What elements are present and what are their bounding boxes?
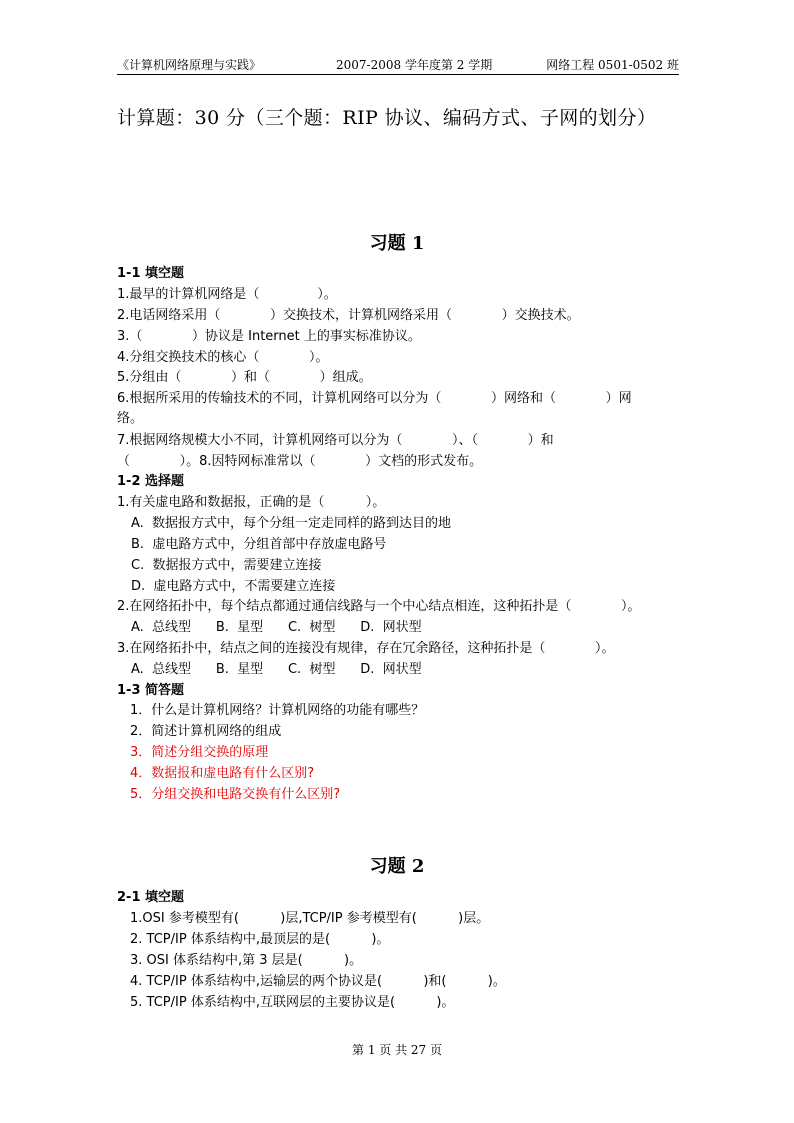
short-answer-item: 2．简述计算机网络的组成 — [130, 724, 282, 739]
choice-question: 3.在网络拓扑中，结点之间的连接没有规律，存在冗余路径，这种拓扑是（ ）。 — [117, 641, 615, 656]
section-1-1-heading: 1-1 填空题 — [117, 266, 185, 281]
choice-question: 1.有关虚电路和数据报，正确的是（ ）。 — [117, 495, 386, 510]
question-line: 1.最早的计算机网络是（ ）。 — [117, 287, 337, 302]
question-line: （ ）。8.因特网标准常以（ ）文档的形式发布。 — [117, 454, 483, 469]
question-line: 1.OSI 参考模型有( )层,TCP/IP 参考模型有( )层。 — [130, 911, 490, 926]
choice-option: B. 虚电路方式中，分组首部中存放虚电路号 — [131, 537, 387, 552]
choice-options-row: A. 总线型 B. 星型 C. 树型 D. 网状型 — [131, 620, 422, 635]
section-2-1-heading: 2-1 填空题 — [117, 890, 185, 905]
choice-options-row: A. 总线型 B. 星型 C. 树型 D. 网状型 — [131, 662, 422, 677]
chapter-2-title: 习题 2 — [369, 856, 425, 877]
short-answer-item-highlighted: 4．数据报和虚电路有什么区别? — [130, 766, 315, 781]
question-line: 络。 — [117, 411, 144, 426]
header-class: 网络工程 0501-0502 班 — [546, 58, 679, 72]
chapter-1-title: 习题 1 — [369, 233, 425, 254]
question-line: 3. OSI 体系结构中,第 3 层是( )。 — [130, 953, 363, 968]
question-line: 4. TCP/IP 体系结构中,运输层的两个协议是( )和( )。 — [130, 974, 506, 989]
choice-option: C. 数据报方式中，需要建立连接 — [131, 558, 322, 573]
header-course-title: 《计算机网络原理与实践》 — [117, 58, 262, 72]
question-line: 3.（ ）协议是 Internet 上的事实标准协议。 — [117, 329, 421, 344]
choice-question: 2.在网络拓扑中，每个结点都通过通信线路与一个中心结点相连，这种拓扑是（ ）。 — [117, 599, 641, 614]
section-1-2-heading: 1-2 选择题 — [117, 474, 185, 489]
question-line: 5.分组由（ ）和（ ）组成。 — [117, 370, 372, 385]
question-line: 7.根据网络规模大小不同，计算机网络可以分为（ ）、（ ）和 — [117, 433, 554, 448]
question-line: 6.根据所采用的传输技术的不同，计算机网络可以分为（ ）网络和（ ）网 — [117, 391, 632, 406]
choice-option: D. 虚电路方式中，不需要建立连接 — [131, 579, 336, 594]
question-line: 2. TCP/IP 体系结构中,最顶层的是( )。 — [130, 932, 390, 947]
question-line: 2.电话网络采用（ ）交换技术，计算机网络采用（ ）交换技术。 — [117, 308, 580, 323]
question-line: 4.分组交换技术的核心（ ）。 — [117, 350, 329, 365]
page-title: 计算题：30 分（三个题：RIP 协议、编码方式、子网的划分） — [117, 107, 657, 129]
header-term: 2007-2008 学年度第 2 学期 — [336, 58, 493, 72]
short-answer-item: 1．什么是计算机网络？计算机网络的功能有哪些？ — [130, 703, 425, 718]
choice-option: A. 数据报方式中，每个分组一定走同样的路到达目的地 — [131, 516, 452, 531]
short-answer-item-highlighted: 3．简述分组交换的原理 — [130, 745, 269, 760]
section-1-3-heading: 1-3 简答题 — [117, 683, 185, 698]
header-divider — [117, 74, 679, 75]
short-answer-item-highlighted: 5．分组交换和电路交换有什么区别? — [130, 787, 341, 802]
page-number-footer: 第 1 页 共 27 页 — [352, 1043, 442, 1057]
question-line: 5. TCP/IP 体系结构中,互联网层的主要协议是( )。 — [130, 995, 455, 1010]
